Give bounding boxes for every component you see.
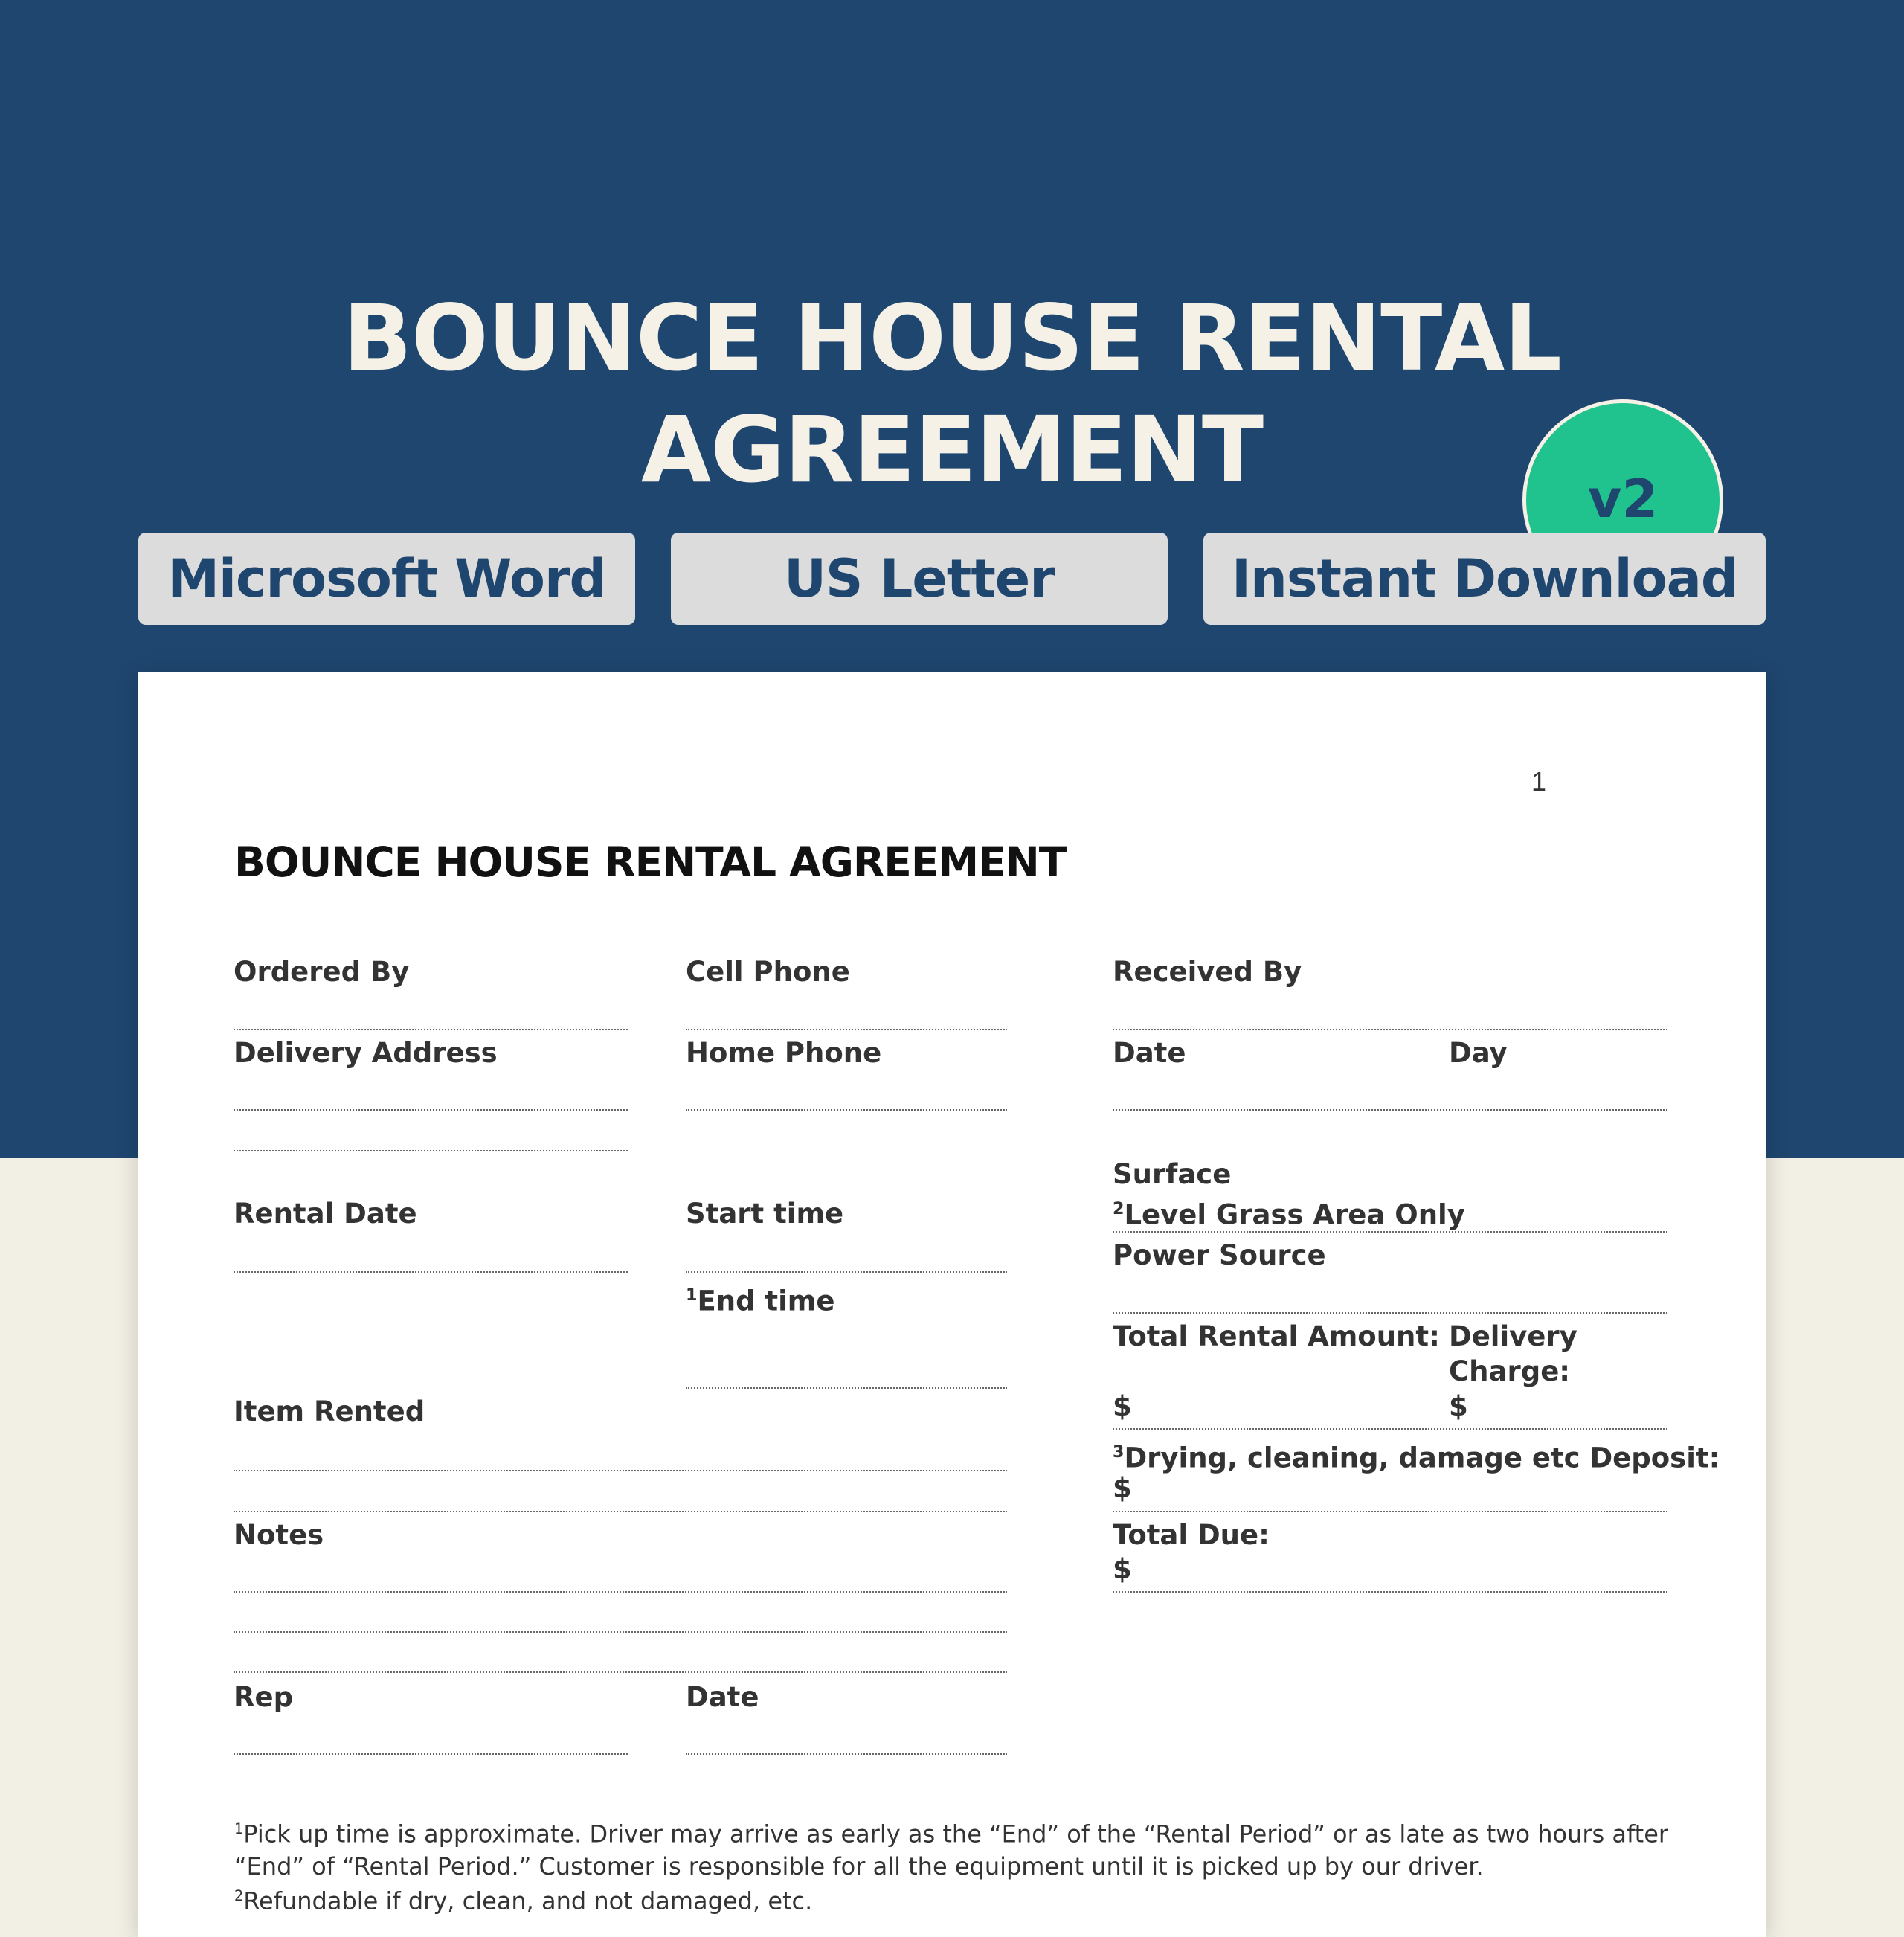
delivery-address-line2[interactable]	[234, 1150, 628, 1151]
version-badge: v2	[1522, 399, 1723, 600]
format-pill-letter: US Letter	[671, 533, 1168, 625]
amounts-line[interactable]	[1113, 1428, 1667, 1430]
ordered-by-label: Ordered By	[234, 956, 410, 988]
home-phone-label: Home Phone	[686, 1037, 882, 1069]
total-due-dollar: $	[1113, 1553, 1132, 1585]
end-time-label: $^1$End time	[686, 1285, 835, 1317]
document-title: BOUNCE HOUSE RENTAL AGREEMENT	[234, 838, 1067, 886]
deposit-line[interactable]	[1113, 1511, 1667, 1512]
deposit-dollar: $	[1113, 1472, 1132, 1504]
rep-line[interactable]	[234, 1753, 628, 1755]
item-rented-label: Item Rented	[234, 1395, 425, 1427]
received-by-line[interactable]	[1113, 1029, 1667, 1030]
start-time-line[interactable]	[686, 1271, 1007, 1273]
hero-title-line2: AGREEMENT	[640, 397, 1264, 503]
delivery-charge-label-line2: Charge:	[1449, 1355, 1571, 1387]
delivery-charge-label-line1: Delivery	[1449, 1320, 1577, 1352]
start-time-label: Start time	[686, 1198, 844, 1230]
format-pill-word: Microsoft Word	[138, 533, 635, 625]
total-rental-amount-label: Total Rental Amount:	[1113, 1320, 1440, 1352]
ordered-by-line[interactable]	[234, 1029, 628, 1030]
cell-phone-label: Cell Phone	[686, 956, 850, 988]
rental-date-line[interactable]	[234, 1271, 628, 1273]
footnote-2: $^2$Refundable if dry, clean, and not damaged, etc.	[234, 1886, 813, 1915]
total-rental-dollar: $	[1113, 1390, 1132, 1422]
format-pill-download: Instant Download	[1203, 533, 1766, 625]
footnote-1: $^1$Pick up time is approximate. Driver may arrive as early as the “End” of the “Rental Period” or as late as two hours after “End” of “Rental Period.” Customer is responsible for all the equipment until it is picked up by our driver.	[234, 1819, 1669, 1880]
delivery-charge-dollar: $	[1449, 1390, 1468, 1422]
delivery-address-label: Delivery Address	[234, 1037, 498, 1069]
notes-label: Notes	[234, 1519, 324, 1551]
total-due-line[interactable]	[1113, 1591, 1667, 1593]
power-source-label: Power Source	[1113, 1239, 1326, 1271]
rental-date-label: Rental Date	[234, 1198, 417, 1230]
hero-title-line1: BOUNCE HOUSE RENTAL	[342, 286, 1562, 391]
deposit-label: $^3$Drying, cleaning, damage etc Deposit:	[1113, 1442, 1720, 1474]
surface-label: Surface	[1113, 1158, 1232, 1190]
received-by-label: Received By	[1113, 956, 1302, 988]
item-rented-line1[interactable]	[234, 1470, 1007, 1471]
rep-label: Rep	[234, 1681, 294, 1713]
notes-line1[interactable]	[234, 1591, 1007, 1593]
end-time-line[interactable]	[686, 1387, 1007, 1389]
rep-date-line[interactable]	[686, 1753, 1007, 1755]
delivery-address-line1[interactable]	[234, 1109, 628, 1111]
home-phone-line[interactable]	[686, 1109, 1007, 1111]
rep-date-label: Date	[686, 1681, 759, 1713]
notes-line3[interactable]	[234, 1671, 1007, 1673]
power-source-line[interactable]	[1113, 1312, 1667, 1314]
date-label: Date	[1113, 1037, 1186, 1069]
day-label: Day	[1449, 1037, 1508, 1069]
item-rented-line2[interactable]	[234, 1511, 1007, 1512]
surface-note: $^2$Level Grass Area Only	[1113, 1198, 1465, 1231]
total-due-label: Total Due:	[1113, 1519, 1270, 1551]
cell-phone-line[interactable]	[686, 1029, 1007, 1030]
date-day-line[interactable]	[1113, 1109, 1667, 1111]
surface-line[interactable]	[1113, 1231, 1667, 1233]
page-number: 1	[1531, 766, 1546, 797]
notes-line2[interactable]	[234, 1631, 1007, 1633]
